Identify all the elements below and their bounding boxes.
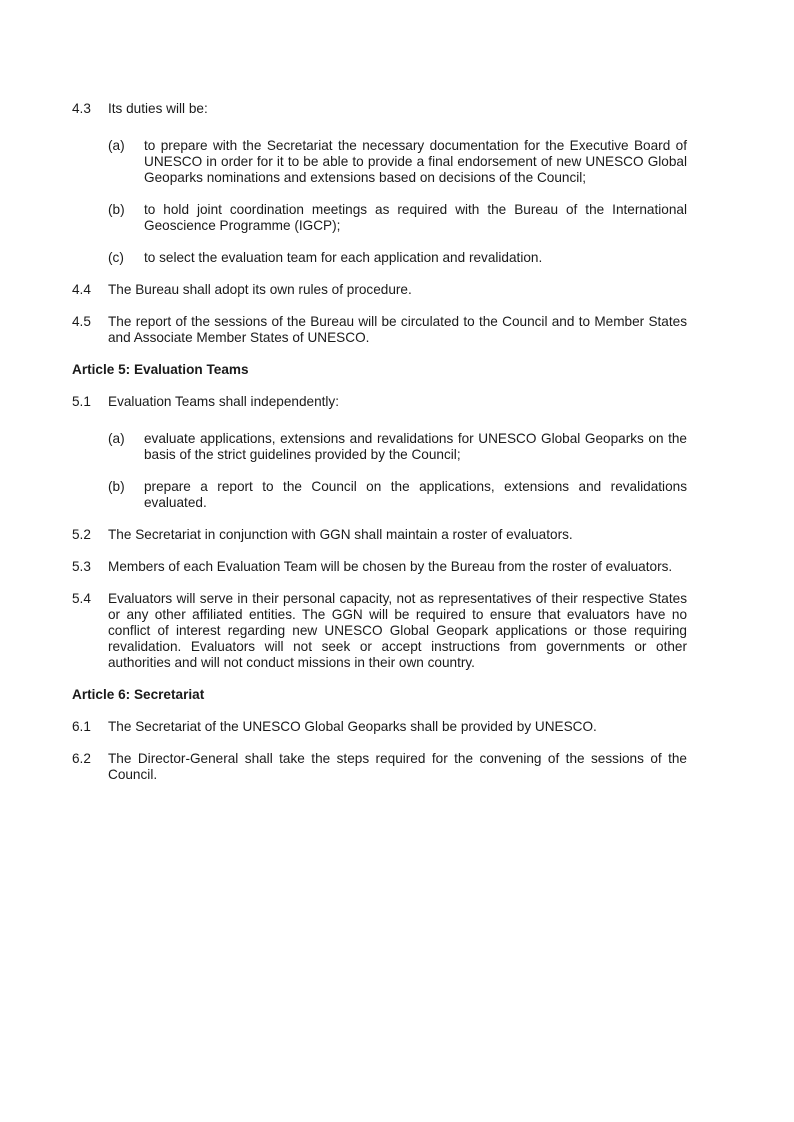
clause-number: 4.5 [72,314,91,329]
clause-number: 6.2 [72,751,91,766]
clause-4-4 [72,282,687,298]
subclause-list [108,138,687,266]
clause-4-3 [72,101,687,266]
clause-number: 5.1 [72,394,91,409]
clause-text: Evaluation Teams shall independently: [108,394,339,409]
clause-5-2 [72,527,687,543]
clause-text: The Director-General shall take the steps required for the convening of the sessions of the Council. [108,751,687,782]
clause-6-2 [72,751,687,783]
clause-text: Its duties will be: [108,101,208,116]
clause-5-3 [72,559,687,575]
subclause-label: (c) [108,250,124,265]
clause-6-1 [72,719,687,735]
clause-5-1 [72,394,687,511]
subclause-text: to select the evaluation team for each application and revalidation. [144,250,543,265]
clause-text: Members of each Evaluation Team will be chosen by the Bureau from the roster of evaluators. [108,559,673,574]
document-body [72,101,687,799]
subclause-list [108,431,687,511]
subclause-label: (b) [108,479,125,494]
clause-text: The report of the sessions of the Bureau will be circulated to the Council and to Member States and Associate Member States of UNESCO. [108,314,687,345]
clause-text: The Secretariat of the UNESCO Global Geoparks shall be provided by UNESCO. [108,719,597,734]
article-5-heading: Article 5: Evaluation Teams [72,362,249,377]
clause-number: 5.2 [72,527,91,542]
subclause-b [108,202,687,234]
clause-number: 5.4 [72,591,91,606]
subclause-b [108,479,687,511]
subclause-text: to prepare with the Secretariat the necessary documentation for the Executive Board of UNESCO in order for it to be able to provide a final endorsement of new UNESCO Global Geoparks nominations and extensions based on decisions of the Council; [144,138,687,185]
clause-text: Evaluators will serve in their personal capacity, not as representatives of their respective States or any other affiliated entities. The GGN will be required to ensure that evaluators have no conflict of interest regarding new UNESCO Global Geopark applications or those requiring revalidation. Evaluators will not seek or accept instructions from governments or other authorities and will not conduct missions in their own country. [108,591,687,670]
subclause-text: to hold joint coordination meetings as required with the Bureau of the International Geoscience Programme (IGCP); [144,202,687,233]
clause-number: 4.3 [72,101,91,116]
clause-number: 6.1 [72,719,91,734]
subclause-a [108,431,687,463]
subclause-label: (a) [108,138,125,153]
subclause-c [108,250,687,266]
subclause-text: prepare a report to the Council on the applications, extensions and revalidations evaluated. [144,479,687,510]
clause-4-5 [72,314,687,346]
clause-5-4 [72,591,687,671]
subclause-label: (b) [108,202,125,217]
subclause-label: (a) [108,431,125,446]
subclause-text: evaluate applications, extensions and revalidations for UNESCO Global Geoparks on the basis of the strict guidelines provided by the Council; [144,431,687,462]
article-6-heading: Article 6: Secretariat [72,687,205,702]
subclause-a [108,138,687,186]
clause-text: The Bureau shall adopt its own rules of procedure. [108,282,412,297]
clause-number: 4.4 [72,282,91,297]
clause-text: The Secretariat in conjunction with GGN shall maintain a roster of evaluators. [108,527,573,542]
clause-number: 5.3 [72,559,91,574]
